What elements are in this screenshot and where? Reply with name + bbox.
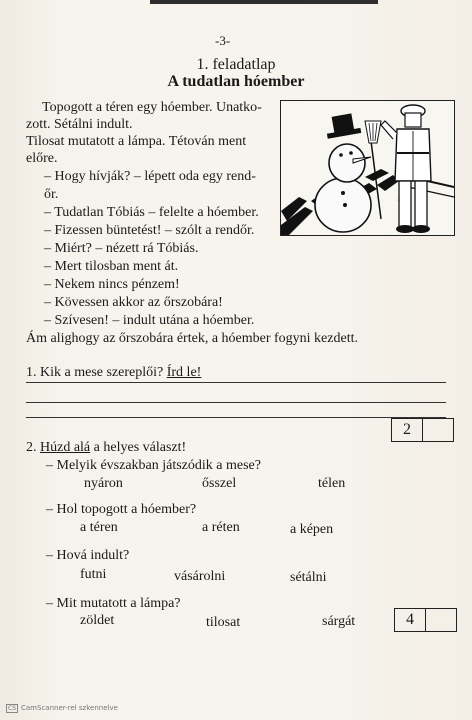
story-line: zott. Sétálni indult. <box>26 117 133 132</box>
answer-option[interactable]: a réten <box>202 520 240 535</box>
answer-option[interactable]: nyáron <box>84 476 123 491</box>
task-heading: 1. feladatlap <box>196 56 276 73</box>
answer-option[interactable]: télen <box>318 476 346 491</box>
exercise-1-number: 1. <box>26 365 37 380</box>
story-line: Tilosat mutatott a lámpa. Tétován ment <box>26 134 247 149</box>
answer-option[interactable]: tilosat <box>206 615 241 630</box>
story-line: – Miért? – nézett rá Tóbiás. <box>44 241 199 256</box>
story-line: – Kövessen akkor az őrszobára! <box>44 295 223 310</box>
question: – Hová indult? <box>46 548 130 563</box>
story-line: Topogott a téren egy hóember. Unatko- <box>42 100 262 115</box>
question: – Melyik évszakban játszódik a mese? <box>46 458 261 473</box>
story-line: – Nekem nincs pénzem! <box>44 277 180 292</box>
max-points: 2 <box>392 419 423 441</box>
story-line: – Mert tilosban ment át. <box>44 259 179 274</box>
story-line: – Hogy hívják? – lépett oda egy rend- <box>44 169 256 184</box>
exercise-2-question <box>26 440 186 456</box>
answer-line[interactable] <box>26 417 446 418</box>
page-number: -3- <box>215 33 231 48</box>
answer-option[interactable]: zöldet <box>80 613 115 628</box>
story-title: A tudatlan hóember <box>167 73 305 90</box>
earned-points-field[interactable] <box>426 609 456 631</box>
answer-option[interactable]: a téren <box>80 520 118 535</box>
question: – Hol topogott a hóember? <box>46 502 197 517</box>
snowman-policeman-illustration <box>280 100 455 236</box>
scanner-watermark <box>6 704 118 713</box>
score-box-ex1 <box>391 418 454 442</box>
answer-option[interactable]: vásárolni <box>174 569 226 584</box>
answer-option[interactable]: futni <box>80 567 107 582</box>
exercise-1-question <box>26 365 201 381</box>
answer-option[interactable]: sárgát <box>322 614 356 629</box>
earned-points-field[interactable] <box>423 419 453 441</box>
score-box-ex2 <box>394 608 457 632</box>
story-line: előre. <box>26 151 58 166</box>
question: – Mit mutatott a lámpa? <box>46 596 181 611</box>
story-line: – Tudatlan Tóbiás – felelte a hóember. <box>44 205 259 220</box>
answer-line[interactable] <box>26 382 446 383</box>
answer-option[interactable]: sétálni <box>290 570 327 585</box>
story-line: Ám alighogy az őrszobára értek, a hóember fogyni kezdett. <box>26 331 358 346</box>
story-line: – Szívesen! – indult utána a hóember. <box>44 313 255 328</box>
exercise-1-instruction: Írd le! <box>166 365 202 380</box>
max-points: 4 <box>395 609 426 631</box>
exercise-2-number: 2. <box>26 440 37 455</box>
camscanner-logo-icon: CS <box>8 705 16 712</box>
story-line: őr. <box>44 187 59 202</box>
exercise-1-prompt: Kik a mese szereplői? <box>40 365 164 380</box>
story-line: – Fizessen büntetést! – szólt a rendőr. <box>44 223 255 238</box>
scanner-watermark-text: CamScanner-rel szkennelve <box>21 704 118 712</box>
exercise-2-prompt: a helyes választ! <box>93 440 187 455</box>
answer-option[interactable]: ősszel <box>202 476 237 491</box>
exercise-2-instruction: Húzd alá <box>40 440 91 455</box>
top-edge-bar <box>150 0 378 4</box>
answer-option[interactable]: a képen <box>290 522 334 537</box>
answer-line[interactable] <box>26 402 446 403</box>
